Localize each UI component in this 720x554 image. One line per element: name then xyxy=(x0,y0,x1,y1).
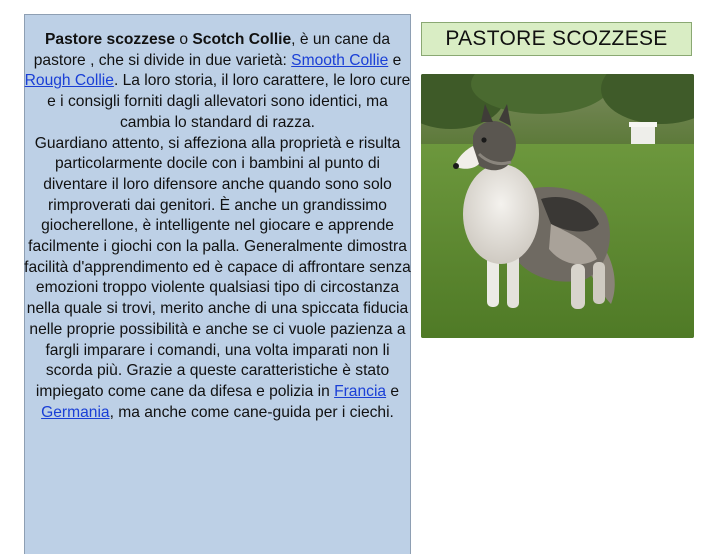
link-germania[interactable]: Germania xyxy=(41,403,110,421)
link-smooth-collie[interactable]: Smooth Collie xyxy=(291,51,389,69)
text-span: o xyxy=(175,31,193,48)
paragraph-temperament xyxy=(24,134,411,424)
breed-alt-name: Scotch Collie xyxy=(192,31,292,48)
text-span: e xyxy=(386,382,400,400)
link-rough-collie[interactable]: Rough Collie xyxy=(24,72,114,90)
paragraph-intro xyxy=(24,30,411,134)
description-text xyxy=(24,30,411,423)
breed-name: Pastore scozzese xyxy=(45,31,176,48)
title-box xyxy=(421,22,692,56)
text-span: , è un cane da pastore , che si divide in due varietà: xyxy=(33,31,390,69)
collie-photo-svg xyxy=(421,74,694,338)
text-span: e xyxy=(388,51,402,69)
link-francia[interactable]: Francia xyxy=(334,382,387,400)
collie-photo xyxy=(421,74,694,338)
text-span: Guardiano attento, si affeziona alla proprietà e risulta particolarmente docile con i bambini al punto di diventare il loro difensore anche quando sono solo rimproverati dai genitori. È anche un grandissimo giocherellone, è intelligente nel giocare e apprende facilmente i giochi con la palla. Generalmente dimostra facilità d'apprendimento ed è capace di affrontare senza emozioni troppo violente qualsiasi tipo di circostanza nella quale si trovi, merito anche di una spiccata fiducia nelle proprie possibilità e anche se ci vuole pazienza a fargli imparare i comandi, una volta imparati non li scorda più. Grazie a queste caratteristiche è stato impiegato come cane da difesa e polizia in xyxy=(24,134,411,400)
text-span: , ma anche come cane-guida per i ciechi. xyxy=(109,403,394,421)
text-span: . La loro storia, il loro carattere, le loro cure e i consigli forniti dagli allevatori sono identici, ma cambia lo standard di razza. xyxy=(47,72,411,131)
page-title: PASTORE SCOZZESE xyxy=(445,27,668,50)
